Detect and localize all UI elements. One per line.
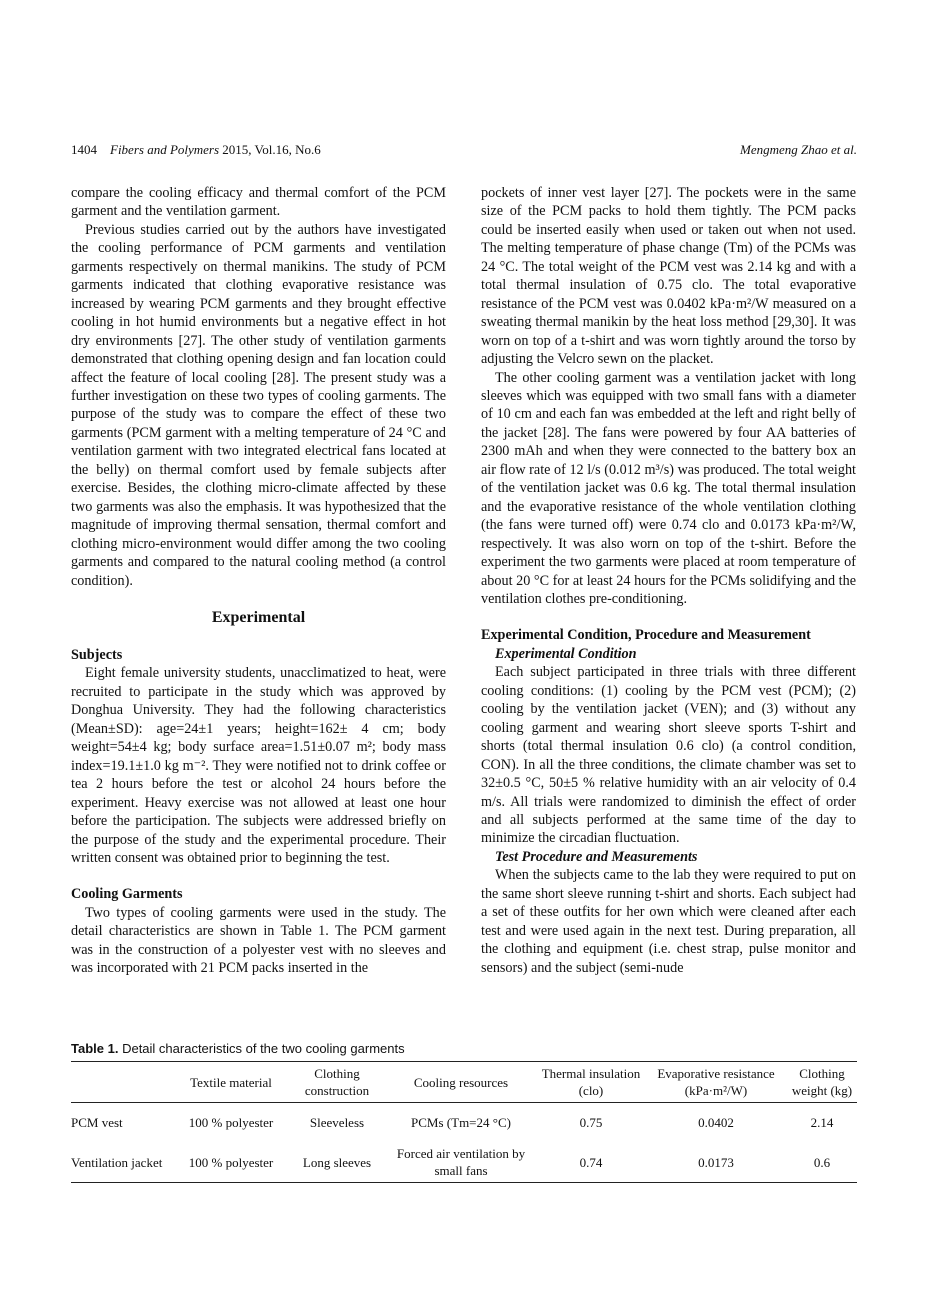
table-cell: 0.74: [579, 1154, 603, 1170]
subsubsection-title: Test Procedure and Measurements: [495, 848, 698, 865]
paragraph: compare the cooling efficacy and thermal comfort of the PCM garment and the ventilation garment.: [71, 185, 446, 220]
column-header: Textile material: [190, 1074, 272, 1090]
table-cell: 0.0173: [698, 1154, 734, 1170]
paragraph: Two types of cooling garments were used in the study. The detail characteristics are shown in Table 1. The PCM garment was in the construction of a polyester vest with no sleeves and was incorporated with 21 PCM packs inserted in the: [71, 904, 446, 977]
header-left: [71, 141, 321, 159]
left-column: [71, 184, 446, 978]
header-authors: Mengmeng Zhao et al.: [740, 142, 857, 157]
table-cell: PCM vest: [71, 1115, 123, 1130]
table-row: [71, 1103, 857, 1143]
table-cell: 0.0402: [698, 1115, 734, 1130]
paragraph: Previous studies carried out by the authors have investigated the cooling performance of PCM garments and ventilation garments respectively on thermal manikins. The study of PCM garments indicated that clothing evaporative resistance was increased by wearing PCM garments and they brought effective cooling in hot humid environments but a negative effect in hot dry environments [27]. The other study of ventilation garments demonstrated that clothing opening design and fan location could affect the feature of local cooling [28]. The present study was a further investigation on these two types of cooling garments. The purpose of the study was to compare the effect of these two garments (PCM garment with a melting temperature of 24 °C and ventilation garment with two integrated electrical fans located at the belly) on thermal comfort used by female subjects after exercise. Besides, the clothing micro-climate affected by these two garments was also the emphasis. It was hypothesized that the magnitude of improving thermal sensation, thermal comfort and clothing micro-environment would differ among the two cooling garments and compared to the natural cooling method (a control condition).: [71, 221, 446, 589]
table-cell: 100 % polyester: [188, 1154, 274, 1170]
table-cell: 0.6: [813, 1154, 831, 1170]
subsection-title: Experimental Condition, Procedure and Measurement: [481, 627, 811, 644]
column-header: Clothing construction: [304, 1066, 370, 1098]
column-header: Clothing weight (kg): [791, 1066, 853, 1098]
table-cell: Long sleeves: [302, 1154, 372, 1170]
right-column: [481, 184, 856, 977]
paragraph: Eight female university students, unacclimatized to heat, were recruited to participate in the study which was approved by Donghua University. They had the following characteristics (Mean±SD): age=24±1 years; height=162± 4 cm; body weight=54±4 kg; body surface area=1.51±0.07 m²; body mass index=19.1±1.0 kg m⁻². They were notified not to drink coffee or tea 2 hours before the test or alcohol 24 hours before the experiment. Heavy exercise was not allowed at least one hour before the participation. The subjects were addressed briefly on the purpose of the study and the experimental procedure. Their written consent was obtained prior to beginning the test.: [71, 665, 446, 866]
table-cell: 2.14: [810, 1115, 834, 1130]
column-header: Thermal insulation (clo): [541, 1066, 641, 1098]
subsection-title: Subjects: [71, 646, 123, 663]
journal-name: Fibers and Polymers: [110, 142, 220, 157]
column-header: Evaporative resistance (kPa·m²/W): [657, 1066, 775, 1098]
table-cell: Ventilation jacket: [71, 1154, 163, 1170]
table-cell: 100 % polyester: [188, 1115, 274, 1130]
paragraph: pockets of inner vest layer [27]. The pockets were in the same size of the PCM packs to hold them tightly. The PCM packs could be inserted easily when used or taken out when not used. The melting temperature of phase change (Tm) of the PCMs was 24 °C. The total weight of the PCM vest was 2.14 kg and with a total thermal insulation of 0.75 clo. The total evaporative resistance of the PCM vest was 0.0402 kPa·m²/W measured on a sweating thermal manikin by the heat loss method [29,30]. It was worn on top of a t-shirt and was worn tightly around the torso by adjusting the Velcro sewn on the placket.: [481, 185, 856, 368]
characteristics-table: [71, 1061, 857, 1183]
table-cell: Sleeveless: [309, 1115, 365, 1130]
table-cell: PCMs (Tm=24 °C): [411, 1115, 511, 1130]
column-header: [71, 1062, 173, 1103]
running-header: [71, 141, 857, 159]
table-header-row: [71, 1062, 857, 1103]
table-label: Table 1.: [71, 1041, 119, 1056]
paragraph: The other cooling garment was a ventilation jacket with long sleeves which was equipped with two small fans with a diameter of 10 cm and each fan was embedded at the left and right belly of the jacket [28]. The fans were powered by four AA batteries of 2300 mAh and when they were connected to the battery box an air flow rate of 12 l/s (0.012 m³/s) was produced. The total weight of the ventilation jacket was 0.6 kg. The total thermal insulation and the evaporative resistance of the whole ventilation clothing (the fans were turned off) were 0.74 clo and 0.0173 kPa·m²/W, respectively. It was also worn on top of the t-shirt. Before the experiment the two garments were placed at room temperature of about 20 °C for at least 24 hours for the PCMs solidifying and the ventilation clothes pre-conditioning.: [481, 369, 856, 607]
section-title: Experimental: [211, 608, 306, 626]
table-caption-text: Detail characteristics of the two cooling garments: [122, 1041, 405, 1056]
paragraph: Each subject participated in three trials with three different cooling conditions: (1) cooling by the PCM vest (PCM); (2) cooling by the ventilation jacket (VEN); and (3) without any cooling garment and wearing short sleeve sports T-shirt and shorts (total thermal insulation 0.6 clo) (a control condition, CON). In all the three conditions, the climate chamber was set to 32±0.5 °C, 50±5 % relative humidity with an air velocity of 0.4 m/s. All trials were randomized to diminish the effect of order and all subjects performed at the same time of the day to minimize the circadian fluctuation.: [481, 664, 856, 847]
subsection-title: Cooling Garments: [71, 886, 183, 903]
journal-volume: 2015, Vol.16, No.6: [222, 142, 321, 157]
page-number: 1404: [71, 142, 97, 157]
subsubsection-title: Experimental Condition: [495, 645, 637, 662]
paragraph: When the subjects came to the lab they were required to put on the same short sleeve running t-shirt and shorts. Each subject had a set of these outfits for her own which were cleaned after each test and were used again in the next test. During preparation, all the clothing and equipment (i.e. chest strap, pulse monitor and sensors) and the subject (semi-nude: [481, 867, 856, 976]
table-row: [71, 1142, 857, 1183]
table-cell: Forced air ventilation by small fans: [396, 1146, 526, 1178]
table-cell: 0.75: [579, 1115, 603, 1130]
column-header: Cooling resources: [413, 1074, 509, 1090]
table-caption: [71, 1040, 405, 1058]
